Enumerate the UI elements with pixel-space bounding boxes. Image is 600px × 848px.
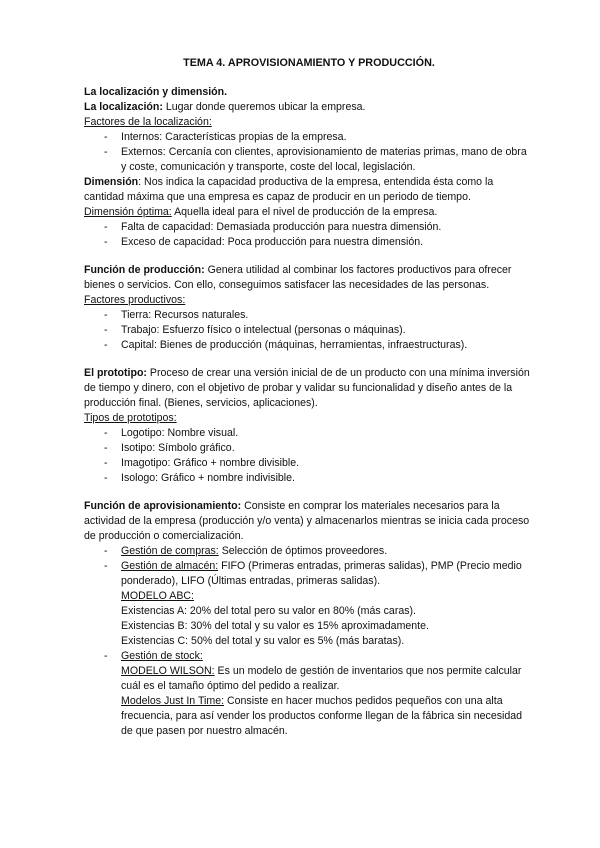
subheading: Tipos de prototipos: (84, 412, 177, 424)
paragraph: Función de aprovisionamiento: Consiste en comprar los materiales necesarios para la actividad de la empresa (producción y/o venta) y almacenarlos mientras se inicia cada proceso de producción o comercialización. (84, 500, 530, 542)
paragraph: Dimensión óptima: Aquella ideal para el nivel de producción de la empresa. (84, 206, 438, 218)
list-item: - Gestión de compras: Selección de óptimos proveedores. (121, 544, 534, 559)
list-item: - Logotipo: Nombre visual. (121, 426, 534, 441)
subheading: Factores productivos: (84, 294, 186, 306)
bullet-list (84, 220, 534, 250)
section-prototipo (84, 366, 534, 486)
bullet-list (84, 130, 534, 175)
subheading: Factores de la localización: (84, 116, 212, 128)
section-produccion (84, 263, 534, 353)
list-item: - Trabajo: Esfuerzo físico o intelectual (personas o máquinas). (121, 323, 534, 338)
section-aprovisionamiento (84, 499, 534, 739)
document-page (84, 56, 534, 739)
bullet-list (84, 426, 534, 486)
list-item: - Externos: Cercanía con clientes, aprovisionamiento de materias primas, mano de obra y coste, comunicación y transporte, coste del local, legislación. (121, 145, 534, 175)
paragraph: El prototipo: Proceso de crear una versión inicial de de un producto con una mínima inversión de tiempo y dinero, con el objetivo de probar y validar su funcionalidad y diseño antes de la producción final. (Bienes, servicios, aplicaciones). (84, 367, 530, 409)
document-title: TEMA 4. APROVISIONAMIENTO Y PRODUCCIÓN. (183, 57, 435, 69)
paragraph: Dimensión: Nos indica la capacidad productiva de la empresa, entendida ésta como la cantidad máxima que una empresa es capaz de producir en un periodo de tiempo. (84, 176, 494, 203)
list-item: - Gestión de almacén: FIFO (Primeras entradas, primeras salidas), PMP (Precio medio ponderado), LIFO (Últimas entradas, primeras salidas). MODELO ABC: Existencias A: 20% del total pero su valor en 80% (más caras). Existencias B: 30% del total y su valor es 15% aproximadamente. Existencias C: 50% del total y su valor es 5% (más baratas). (121, 559, 534, 649)
list-item: - Tierra: Recursos naturales. (121, 308, 534, 323)
bullet-list (84, 308, 534, 353)
paragraph: La localización: Lugar donde queremos ubicar la empresa. (84, 101, 366, 113)
paragraph: Función de producción: Genera utilidad al combinar los factores productivos para ofrecer bienes o servicios. Con ello, conseguimos satisfacer las necesidades de las personas. (84, 264, 512, 291)
section-heading: La localización y dimensión. (84, 86, 228, 98)
bullet-list (84, 544, 534, 739)
list-item: - Exceso de capacidad: Poca producción para nuestra dimensión. (121, 235, 534, 250)
list-item: - Capital: Bienes de producción (máquinas, herramientas, infraestructuras). (121, 338, 534, 353)
list-item: - Isologo: Gráfico + nombre indivisible. (121, 471, 534, 486)
list-item: - Isotipo: Símbolo gráfico. (121, 441, 534, 456)
list-item: - Imagotipo: Gráfico + nombre divisible. (121, 456, 534, 471)
list-item: - Gestión de stock: MODELO WILSON: Es un modelo de gestión de inventarios que nos permite calcular cuál es el tamaño óptimo del pedido a realizar. Modelos Just In Time: Consiste en hacer muchos pedidos pequeños con una alta frecuencia, para así vender los productos conforme llegan de la fábrica sin necesidad de que pasen por nuestro almacén. (121, 649, 534, 739)
list-item: - Internos: Características propias de la empresa. (121, 130, 534, 145)
section-localizacion (84, 85, 534, 250)
list-item: - Falta de capacidad: Demasiada producción para nuestra dimensión. (121, 220, 534, 235)
